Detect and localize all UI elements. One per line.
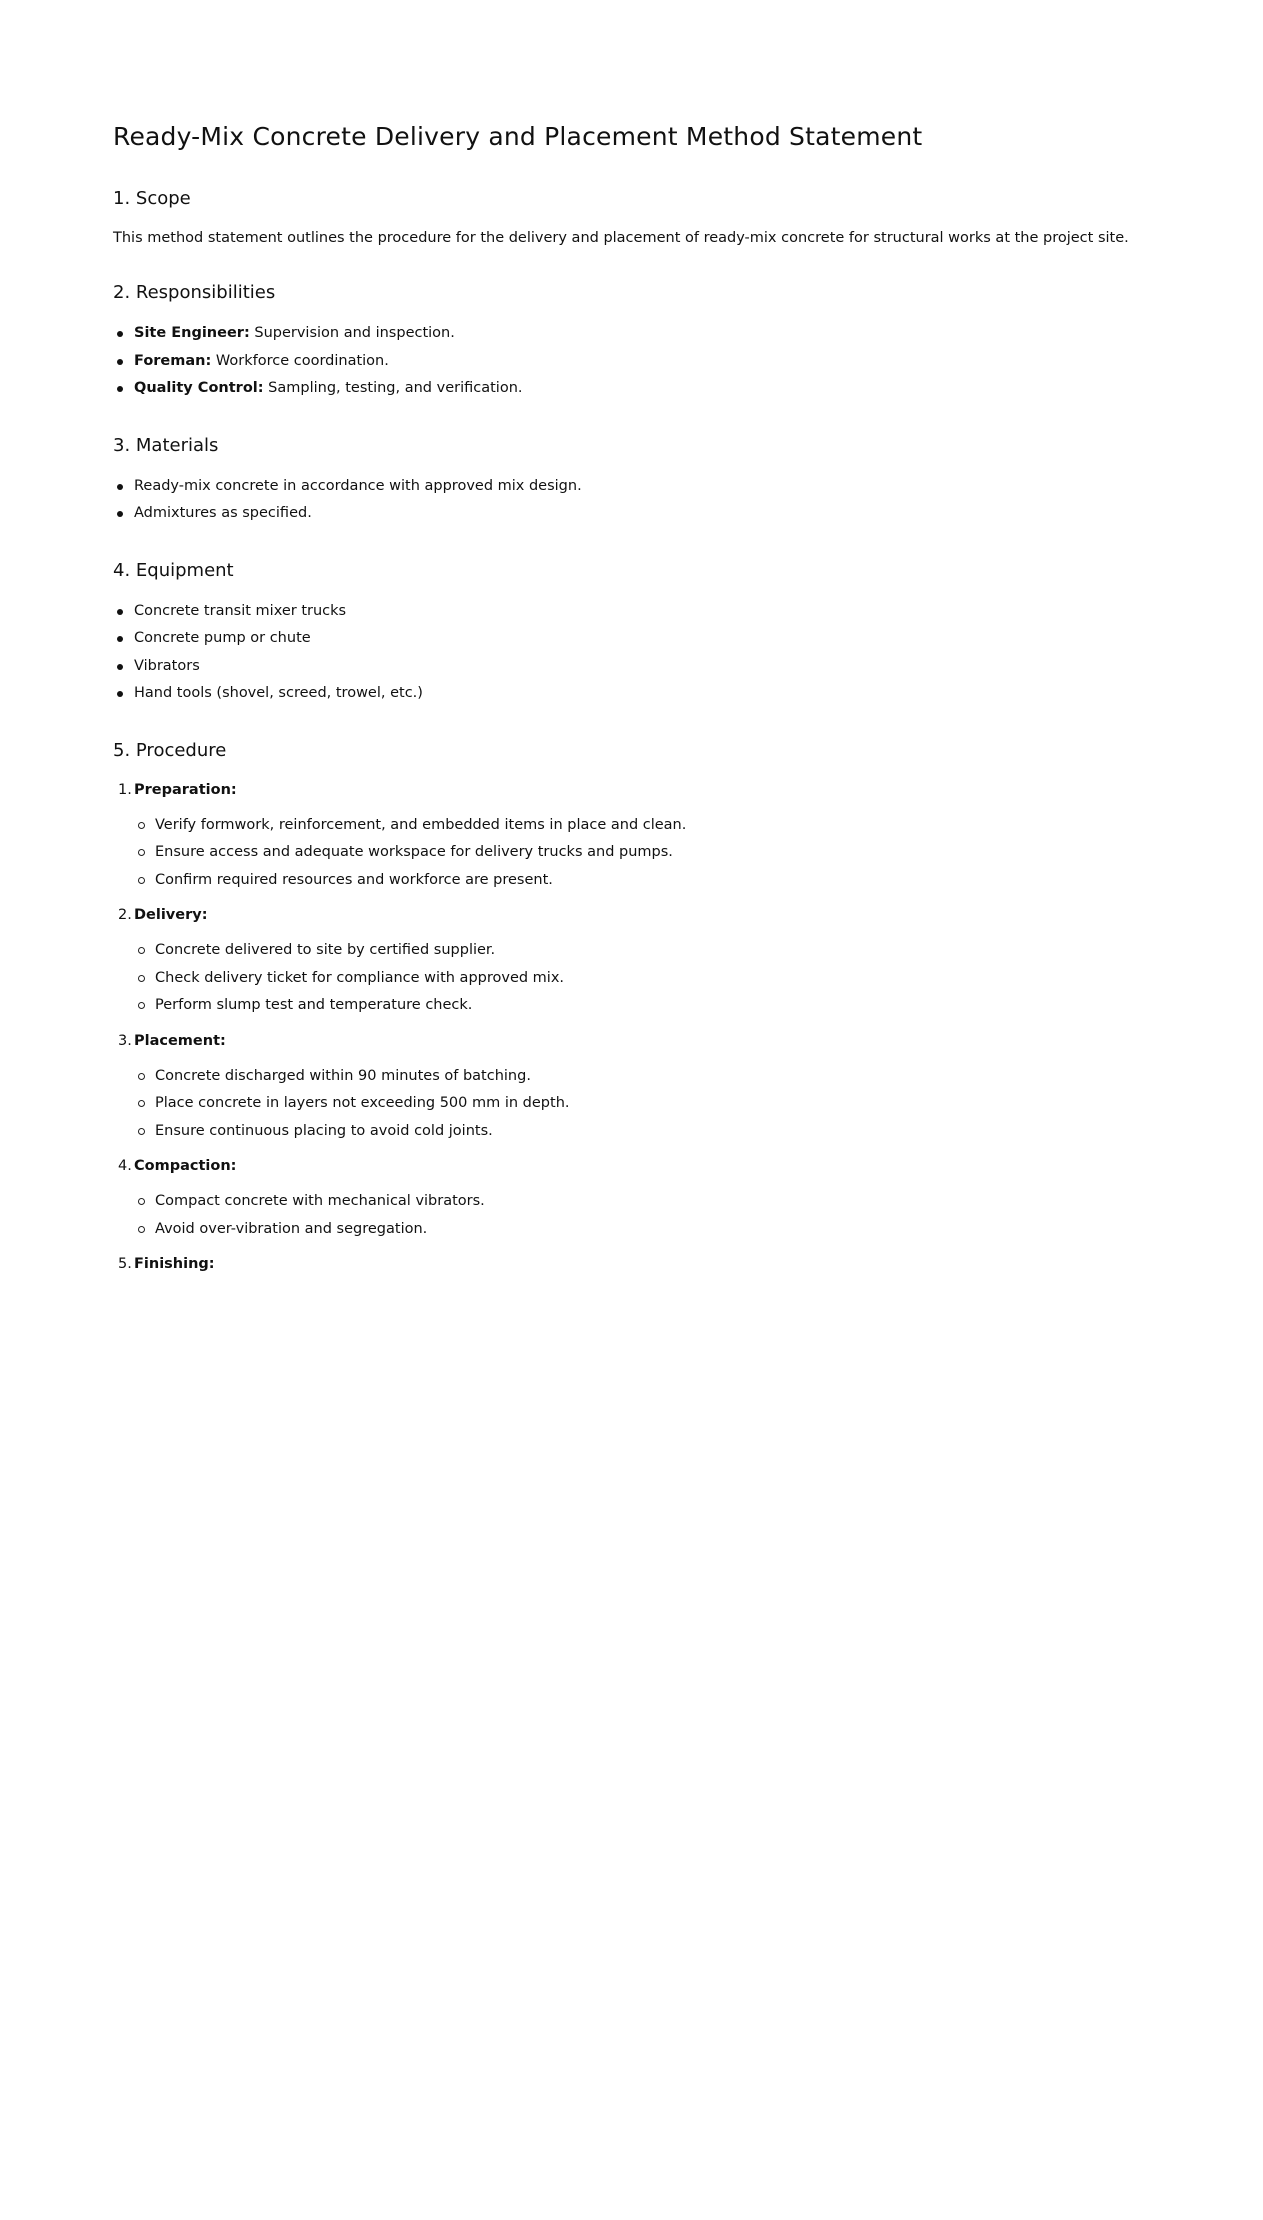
step-substeps bbox=[134, 1063, 1153, 1146]
section-heading: 1. Scope bbox=[113, 188, 191, 209]
list-item: Ensure continuous placing to avoid cold joints. bbox=[155, 1118, 1153, 1146]
section-materials bbox=[113, 433, 1153, 528]
step-number: 4. bbox=[118, 1158, 132, 1174]
role-duty: Supervision and inspection. bbox=[254, 325, 455, 341]
list-item: Compact concrete with mechanical vibrators. bbox=[155, 1188, 1153, 1216]
procedure-steps bbox=[113, 778, 1153, 1277]
step-number: 5. bbox=[118, 1256, 132, 1272]
list-item: Concrete pump or chute bbox=[134, 625, 1153, 653]
list-item: Check delivery ticket for compliance with approved mix. bbox=[155, 965, 1153, 993]
step-substeps bbox=[134, 937, 1153, 1020]
section-heading: 4. Equipment bbox=[113, 559, 234, 581]
list-item: Avoid over-vibration and segregation. bbox=[155, 1216, 1153, 1244]
procedure-step bbox=[118, 778, 1153, 895]
document bbox=[113, 118, 1153, 1306]
list-item: Vibrators bbox=[134, 653, 1153, 681]
role-label: Quality Control: bbox=[134, 380, 264, 396]
step-number: 2. bbox=[118, 907, 132, 923]
section-procedure bbox=[113, 738, 1153, 1277]
section-scope bbox=[113, 186, 1153, 250]
procedure-step bbox=[118, 1154, 1153, 1243]
list-item: Admixtures as specified. bbox=[134, 500, 1153, 528]
step-title: Finishing: bbox=[134, 1256, 215, 1272]
list-item: Perform slump test and temperature check. bbox=[155, 992, 1153, 1020]
list-item: Ensure access and adequate workspace for delivery trucks and pumps. bbox=[155, 839, 1153, 867]
role-duty: Sampling, testing, and verification. bbox=[268, 380, 523, 396]
list-item bbox=[134, 375, 1153, 403]
scope-text: This method statement outlines the procedure for the delivery and placement of ready-mix concrete for structural works at the project site. bbox=[113, 230, 1129, 246]
step-substeps bbox=[134, 1188, 1153, 1243]
step-title: Delivery: bbox=[134, 907, 208, 923]
equipment-list bbox=[113, 598, 1153, 708]
role-label: Foreman: bbox=[134, 352, 212, 369]
procedure-step bbox=[118, 903, 1153, 1020]
list-item: Place concrete in layers not exceeding 500 mm in depth. bbox=[155, 1090, 1153, 1118]
list-item: Verify formwork, reinforcement, and embedded items in place and clean. bbox=[155, 812, 1153, 840]
step-title: Compaction: bbox=[134, 1158, 237, 1174]
list-item bbox=[134, 320, 1153, 348]
page-title: Ready-Mix Concrete Delivery and Placement Method Statement bbox=[113, 122, 923, 151]
role-label: Site Engineer: bbox=[134, 325, 250, 341]
materials-list bbox=[113, 473, 1153, 528]
responsibilities-list bbox=[113, 320, 1153, 403]
list-item: Hand tools (shovel, screed, trowel, etc.) bbox=[134, 680, 1153, 708]
list-item bbox=[134, 348, 1153, 376]
section-heading: 2. Responsibilities bbox=[113, 282, 276, 303]
list-item: Concrete delivered to site by certified supplier. bbox=[155, 937, 1153, 965]
procedure-step bbox=[118, 1252, 1153, 1276]
list-item: Confirm required resources and workforce are present. bbox=[155, 867, 1153, 895]
role-duty: Workforce coordination. bbox=[215, 352, 389, 369]
list-item: Concrete discharged within 90 minutes of batching. bbox=[155, 1063, 1153, 1091]
list-item: Ready-mix concrete in accordance with approved mix design. bbox=[134, 473, 1153, 501]
procedure-step bbox=[118, 1029, 1153, 1146]
section-equipment bbox=[113, 558, 1153, 708]
step-substeps bbox=[134, 812, 1153, 895]
section-responsibilities bbox=[113, 280, 1153, 403]
step-title: Placement: bbox=[134, 1032, 226, 1049]
list-item: Concrete transit mixer trucks bbox=[134, 598, 1153, 626]
section-heading: 3. Materials bbox=[113, 434, 219, 456]
step-number: 3. bbox=[118, 1032, 132, 1049]
step-title: Preparation: bbox=[134, 781, 237, 798]
step-number: 1. bbox=[118, 781, 132, 798]
section-heading: 5. Procedure bbox=[113, 739, 227, 761]
